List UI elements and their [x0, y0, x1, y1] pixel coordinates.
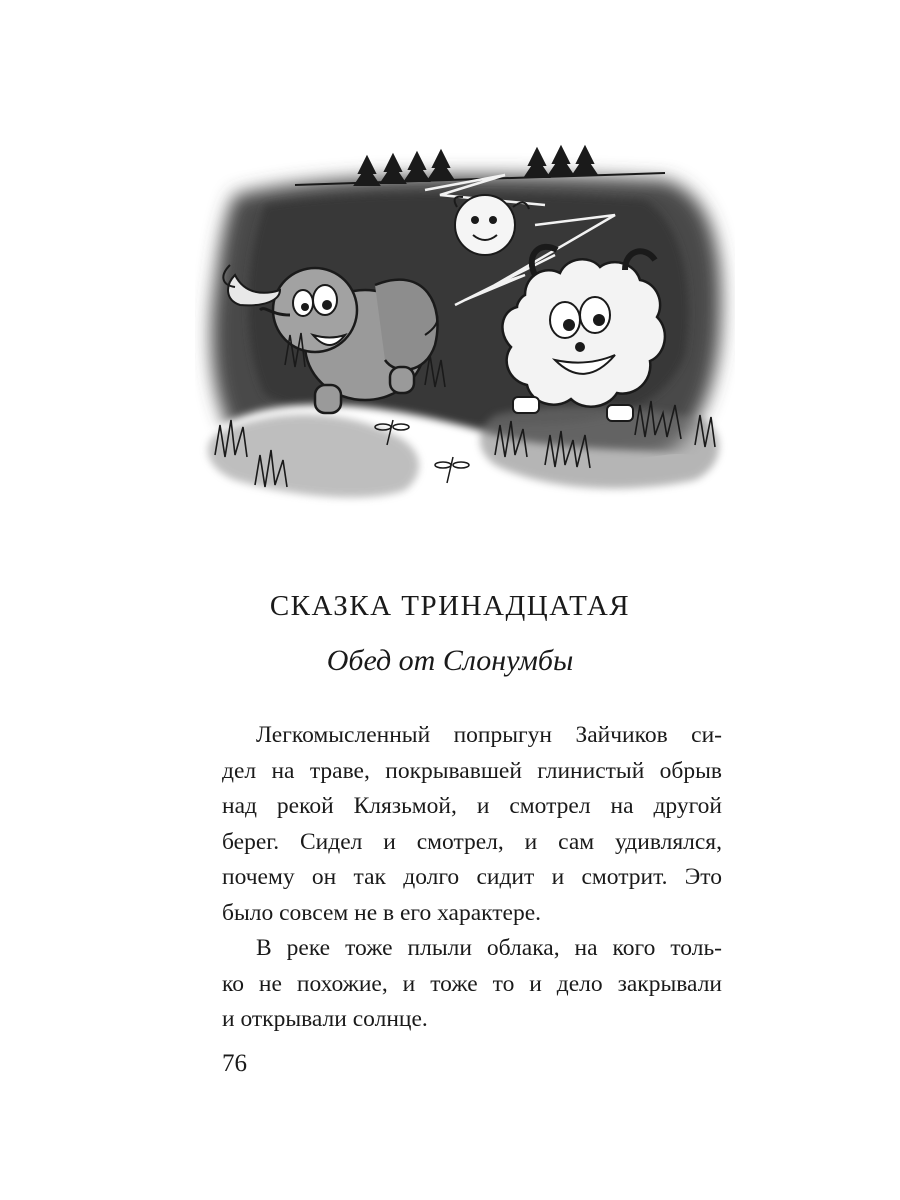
chapter-subtitle: Обед от Слонумбы [326, 644, 574, 677]
paragraph-1 [222, 718, 722, 931]
text-line: над рекой Клязьмой, и смотрел на другой [222, 793, 722, 819]
text-line: берег. Сидел и смотрел, и сам удивлялся, [222, 828, 722, 855]
text-line: и открывали солнце. [222, 1006, 428, 1032]
text-line: Легкомысленный попрыгун Зайчиков си- [256, 722, 722, 748]
chapter-title: СКАЗКА ТРИНАДЦАТАЯ [269, 590, 631, 622]
body-text [222, 718, 722, 1038]
paragraph-2 [222, 931, 722, 1038]
text-line: дел на траве, покрывавшей глинистый обрыв [222, 757, 722, 784]
page-number: 76 [222, 1050, 247, 1077]
text-line: было совсем не в его характере. [222, 899, 542, 926]
text-line: ко не похожие, и тоже то и дело закрывали [222, 970, 722, 997]
text-line: почему он так долго сидит и смотрит. Это [222, 864, 722, 890]
text-line: В реке тоже плыли облака, на кого толь- [256, 935, 722, 961]
chapter-illustration [195, 135, 735, 535]
